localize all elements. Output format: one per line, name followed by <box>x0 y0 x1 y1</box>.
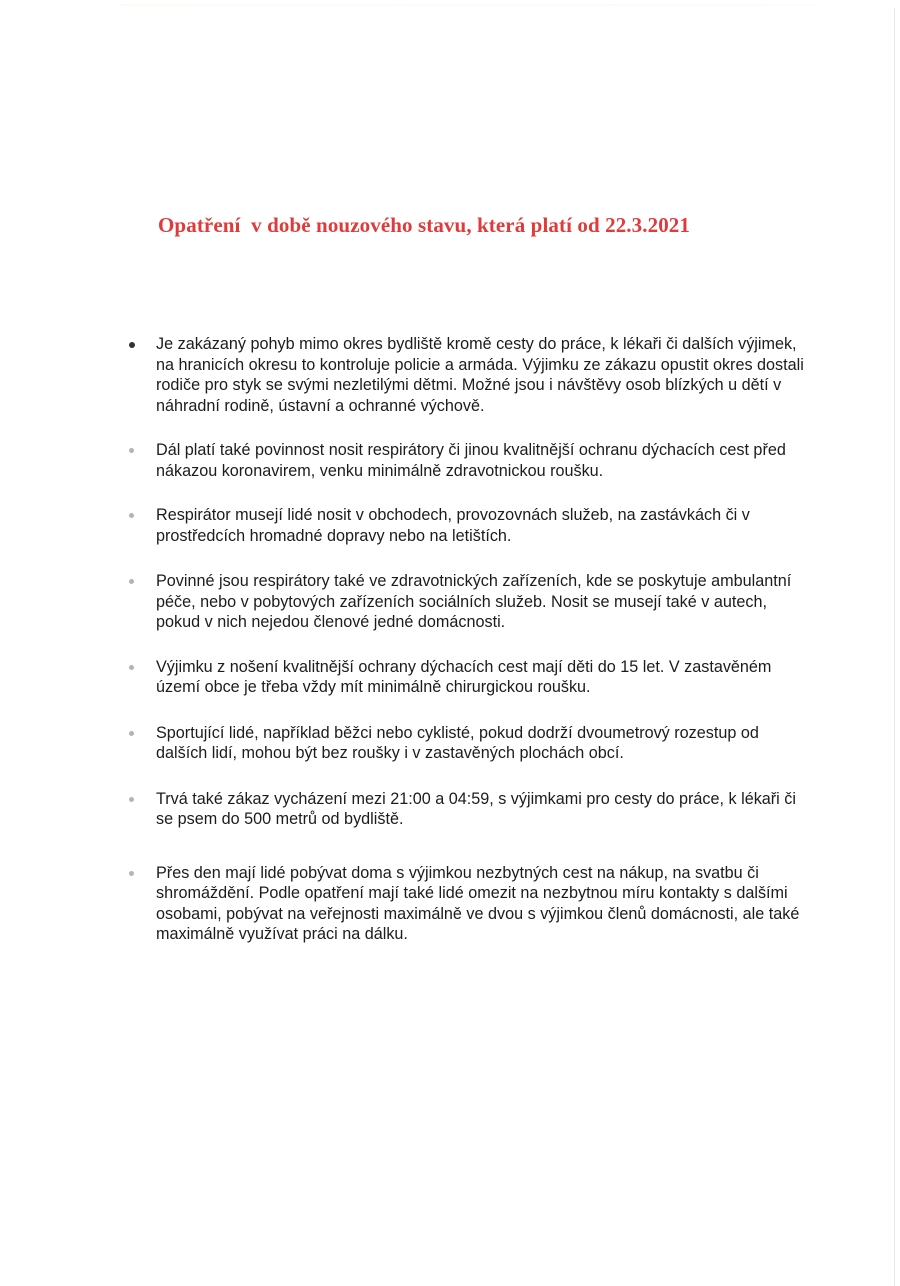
list-item-text: Dál platí také povinnost nosit respirátory či jinou kvalitnější ochranu dýchacích cest před nákazou koronavirem, venku minimálně zdravotnickou roušku. <box>156 441 786 480</box>
bullet-icon <box>129 513 134 518</box>
list-item-text: Sportující lidé, například běžci nebo cyklisté, pokud dodrží dvoumetrový rozestup od dalších lidí, mohou být bez roušky i v zastavěných plochách obcí. <box>156 723 759 762</box>
list-item <box>126 440 806 481</box>
list-item <box>126 723 806 764</box>
page-title: Opatření v době nouzového stavu, která platí od 22.3.2021 <box>158 213 690 237</box>
list-item <box>126 657 806 698</box>
list-item <box>126 334 806 416</box>
list-item <box>126 505 806 546</box>
list-item <box>126 863 806 945</box>
list-item-text: Respirátor musejí lidé nosit v obchodech, provozovnách služeb, na zastávkách či v prostředcích hromadné dopravy nebo na letištích. <box>156 506 750 545</box>
scan-artifact-top <box>120 4 820 6</box>
scan-artifact-right <box>894 8 895 1286</box>
list-item-text: Přes den mají lidé pobývat doma s výjimkou nezbytných cest na nákup, na svatbu či shromáždění. Podle opatření mají také lidé omezit na nezbytnou míru kontakty s dalšími osobami, pobývat na veřejnosti maximálně ve dvou s výjimkou členů domácnosti, ale také maximálně využívat práci na dálku. <box>156 863 800 943</box>
bullet-icon <box>129 797 134 802</box>
bullet-icon <box>129 579 134 584</box>
bullet-icon <box>129 871 134 876</box>
measures-list <box>126 334 806 945</box>
list-item-text: Trvá také zákaz vycházení mezi 21:00 a 04:59, s výjimkami pro cesty do práce, k lékaři či se psem do 500 metrů od bydliště. <box>156 789 796 828</box>
bullet-icon <box>129 731 134 736</box>
list-item-text: Je zakázaný pohyb mimo okres bydliště kromě cesty do práce, k lékaři či dalších výjimek, na hranicích okresu to kontroluje policie a armáda. Výjimku ze zákazu opustit okres dostali rodiče pro styk se svými nezletilými dětmi. Možné jsou i návštěvy osob blízkých u dětí v náhradní rodině, ústavní a ochranné výchově. <box>156 335 804 415</box>
bullet-icon <box>129 342 135 348</box>
list-item-text: Povinné jsou respirátory také ve zdravotnických zařízeních, kde se poskytuje ambulantní péče, nebo v pobytových zařízeních sociálních služeb. Nosit se musejí také v autech, pokud v nich nejedou členové jedné domácnosti. <box>156 572 792 631</box>
list-item <box>126 571 806 633</box>
bullet-icon <box>129 665 134 670</box>
list-item <box>126 789 806 830</box>
bullet-icon <box>129 448 134 453</box>
list-item-text: Výjimku z nošení kvalitnější ochrany dýchacích cest mají děti do 15 let. V zastavěném území obce je třeba vždy mít minimálně chirurgickou roušku. <box>156 657 772 696</box>
